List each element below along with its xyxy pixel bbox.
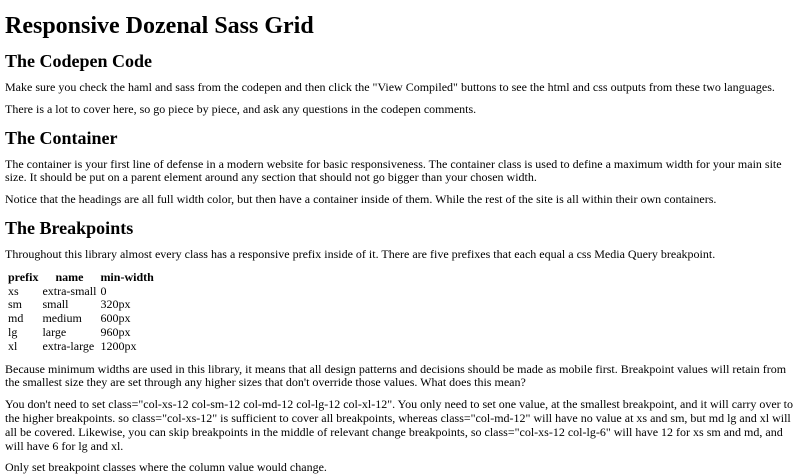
cell-min-width: 0 — [100, 283, 107, 298]
column-header-name: name — [55, 269, 84, 284]
page-title: Responsive Dozenal Sass Grid — [5, 13, 314, 39]
cell-min-width: 600px — [100, 311, 131, 326]
cell-min-width: 320px — [100, 297, 131, 312]
cell-name: extra-large — [42, 338, 95, 353]
section-heading-breakpoints: The Breakpoints — [5, 217, 134, 238]
cell-prefix: md — [8, 311, 24, 326]
cell-name: medium — [42, 311, 82, 326]
table-row — [7, 299, 155, 311]
cell-min-width: 960px — [100, 324, 131, 339]
table-row — [7, 286, 155, 298]
section-heading-container: The Container — [5, 127, 118, 148]
cell-prefix: xs — [8, 283, 19, 298]
paragraph: The container is your first line of defense in a modern website for basic responsiveness. The container class is used to define a maximum width for your main site size. It should be put on a parent element around any section that should not go bigger than your chosen width. — [5, 156, 782, 185]
cell-name: small — [42, 297, 69, 312]
table-header-row — [7, 272, 155, 284]
paragraph: There is a lot to cover here, so go piece by piece, and ask any questions in the codepen comments. — [5, 101, 477, 116]
breakpoints-table — [5, 270, 157, 355]
paragraph: Throughout this library almost every class has a responsive prefix inside of it. There are five prefixes that each equal a css Media Query breakpoint. — [5, 246, 716, 261]
section-container — [5, 127, 795, 207]
cell-prefix: sm — [8, 297, 23, 312]
cell-prefix: xl — [8, 338, 18, 353]
cell-min-width: 1200px — [100, 338, 137, 353]
column-header-prefix: prefix — [8, 269, 39, 284]
paragraph: Notice that the headings are all full width color, but then have a container inside of them. While the rest of the site is all within their own containers. — [5, 192, 717, 207]
section-heading-codepen: The Codepen Code — [5, 51, 153, 71]
table-row — [7, 327, 155, 339]
cell-name: extra-small — [42, 283, 97, 298]
cell-name: large — [42, 324, 67, 339]
section-breakpoints — [5, 217, 795, 475]
table-row — [7, 341, 155, 353]
column-header-min-width: min-width — [100, 269, 154, 284]
paragraph: You don't need to set class="col-xs-12 col-sm-12 col-md-12 col-lg-12 col-xl-12". You only need to set one value, at the smallest breakpoint, and it will carry over to the higher breakpoints. so class="col-xs-12" is sufficient to cover all breakpoints, whereas class="col-md-12" will have no value at xs and sm, but md lg and xl will all be covered. Likewise, you can skip breakpoints in the middle of relevant change breakpoints, so class="col-xs-12 col-lg-6" will have 12 for xs sm and md, and will have 6 for lg and xl. — [5, 397, 794, 453]
table-row — [7, 313, 155, 325]
cell-prefix: lg — [8, 324, 18, 339]
section-codepen — [5, 50, 795, 117]
paragraph: Make sure you check the haml and sass from the codepen and then click the "View Compiled" buttons to see the html and css outputs from these two languages. — [5, 80, 775, 94]
paragraph: Because minimum widths are used in this library, it means that all design patterns and decisions should be made as mobile first. Breakpoint values will retain from the smallest size they are set through any higher sizes that don't override those values. What does this mean? — [5, 361, 787, 390]
paragraph: Only set breakpoint classes where the column value would change. — [5, 460, 327, 475]
